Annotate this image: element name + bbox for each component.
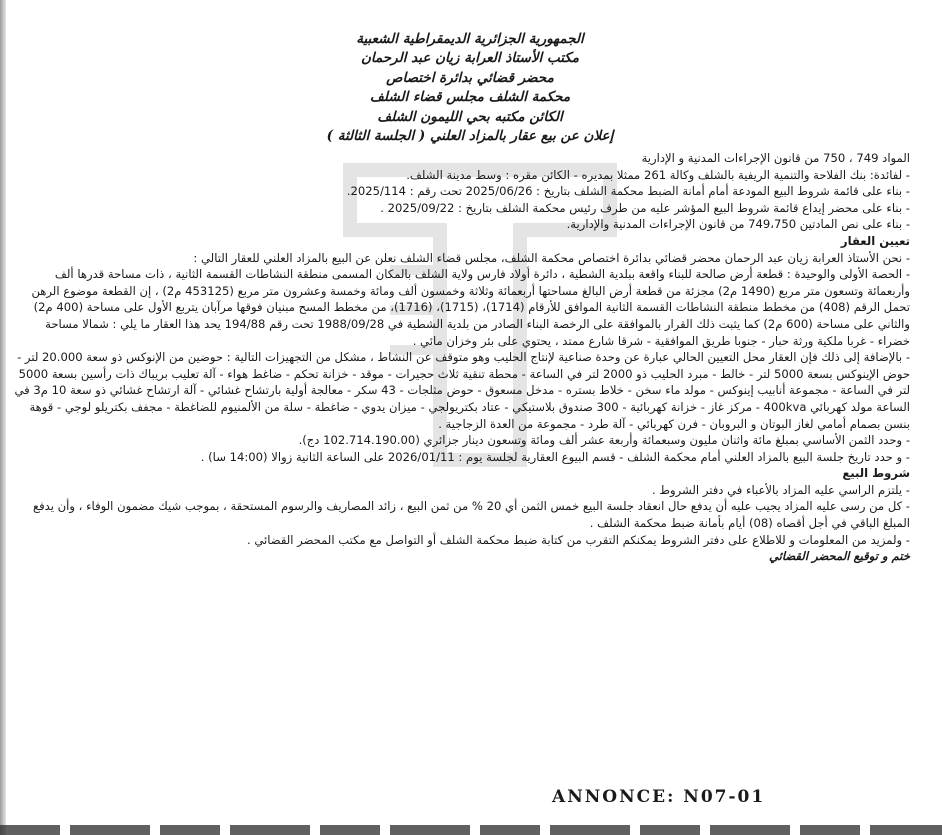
- beneficiary: - لفائدة: بنك الفلاحة والتنمية الريفية بالشلف وكالة 261 ممثلا بمديره - الكائن مقره : وسط مدينة الشلف.: [406, 167, 910, 182]
- header-office: مكتب الأستاذ العرابة زيان عبد الرحمان: [360, 50, 580, 67]
- auction-date: - و حدد تاريخ جلسة البيع بالمزاد العلني أمام محكمة الشلف - قسم البيوع العقارية لجلسة يوم : 2026/01/11 على الساعة الثانية زوالا (14:00 سا) .: [200, 449, 910, 464]
- header-address: الكائن مكتبه بحي الليمون الشلف: [377, 108, 563, 125]
- condition-info: - ولمزيد من المعلومات و للاطلاع على دفتر الشروط يمكنكم التقرب من كتابة ضبط محكمة الشلف أو التواصل مع مكتب المحضر القضائي .: [247, 532, 910, 547]
- property-heading: تعيين العقار: [840, 233, 910, 248]
- bailiff-signature: ختم و توقيع المحضر القضائي: [768, 549, 910, 564]
- legal-basis: - بناء على نص المادتين 749،750 من قانون الإجراءات المدنية والإدارية.: [566, 217, 910, 232]
- sale-conditions-heading: شروط البيع: [842, 466, 910, 481]
- lot-description: - الحصة الأولى والوحيدة : قطعة أرض صالحة للبناء واقعة ببلدية الشطية ، دائرة أولاد فارس ولاية الشلف بالمكان المسمى منطقة النشاطات القسمة الثانية ، ذات مساحة قدرها ألف وأربعمائة وتسعون متر مربع (1490 م2) مجزئة من قطعة أرض البالغ مساحتها أربعمائة وثلاثة وخمسون ألف ومائة وخمسة وعشرون متر مربع (453125 م2) ، إن القطعة موضوع الرهن تحمل الرقم (408) من مخطط منطقة النشاطات القسمة الثانية الموافق للأرقام (1714)، (1715)، (1716)، من مخطط المسح مبنيان فوقها مرآبان يتربع الأول على مساحة (400 م2) والثاني على مساحة (600 م2) كما يثبت ذلك القرار بالموافقة على الرخصة البناء الصادر من بلدية الشطية في 1988/09/28 تحت رقم 194/88 يحد هذا العقار ما يلي : شمالا مساحة خضراء - غربا ملكية ورثة حبار - جنوبا طريق الموافقية - شرقا شارع ممتد ، يحتوي على بئر وخزان مائي .: [31, 267, 910, 348]
- condition-payment: - كل من رسى عليه المزاد يجيب عليه أن يدفع حال انعقاد جلسة البيع خمس الثمن أي 20 % من ثمن البيع ، زائد المصاريف والرسوم المستحقة ، بموجب شيك مضمون الوفاء ، وأن يدفع المبلغ الباقي في أجل أقصاه (08) أيام بأمانة ضبط محكمة الشلف .: [32, 499, 910, 531]
- header-republic: الجمهورية الجزائرية الديمقراطية الشعبية: [356, 31, 584, 47]
- scan-edge: [0, 0, 6, 835]
- header-court: محكمة الشلف مجلس قضاء الشلف: [369, 89, 571, 106]
- bottom-scan-strip: [0, 825, 942, 835]
- equipment-list: - بالإضافة إلى ذلك فإن العقار محل التعيين الحالي عبارة عن وحدة صناعية لإنتاج الحليب وهو متوقف عن النشاط ، مشكل من التجهيزات التالية : حوضين من الإنوكس ذو سعة 20.000 لتر - حوض الإينوكس بسعة 5000 لتر - خالط - مبرد الحليب ذو 2000 لتر في الساعة - محطة تنقية ثلاث حجيرات - موقد - خزانة تحكم - ضاغط هواء - آلة تعليب بريباك ذات رأسين بسعة 5000 لتر في الساعة - مجموعة أنابيب إينوكس - مولد ماء سخن - خلاط بستره - مدخل مسعوق - حوض مثلجات - 43 سكر - معالجة أولية بارتشاح غشائي - آلة ارتشاح غشائي ذو سعة 10 م3 في الساعة مولد كهربائي 400kva - مركز غاز - خزانة كهربائية - 300 صندوق بلاستيكي - عتاد بكتريولجي - ميزان يدوي - ضاغطة - سلة من الألمنيوم للضاغطة - مجفف بكتريلو لوجي - قوهة بنسن بصمام أمامي لغاز البوتان و البروبان - فرن كهربائي - آلة طرد - مجموعة من العدة الزجاجية .: [14, 350, 910, 431]
- condition-charges: - يلتزم الراسي عليه المزاد بالأعباء في دفتر الشروط .: [651, 482, 910, 497]
- base-price: - وحدد الثمن الأساسي بمبلغ مائة واثنان مليون وسبعمائة وأربعة عشر ألف ومائة وتسعون دينار جزائري (102.714.190.00 دج).: [298, 433, 910, 448]
- announcement-reference: ANNONCE: N07-01: [552, 787, 766, 807]
- announcement-body: [14, 150, 910, 565]
- header-bailiff: محضر قضائي بدائرة اختصاص: [386, 69, 554, 86]
- deposit-record: - بناء على محضر إيداع قائمة شروط البيع المؤشر عليه من طرف رئيس محكمة الشلف بتاريخ : 2025/09/22 .: [380, 200, 910, 215]
- announcement-title: إعلان عن بيع عقار بالمزاد العلني ( الجلسة الثالثة ): [326, 128, 614, 145]
- conditions-deposit: - بناء على قائمة شروط البيع المودعة أمام أمانة الضبط محكمة الشلف بتاريخ : 2025/06/26 تحت رقم : 2025/114.: [346, 184, 910, 199]
- announcement-header: [200, 30, 740, 146]
- auction-intro: - نحن الأستاذ العرابة زيان عبد الرحمان محضر قضائي بدائرة اختصاص محكمة الشلف، مجلس قضاء الشلف نعلن عن البيع بالمزاد العلني للعقار التالي :: [193, 250, 910, 265]
- legal-articles: المواد 749 ، 750 من قانون الإجراءات المدنية و الإدارية: [641, 151, 910, 165]
